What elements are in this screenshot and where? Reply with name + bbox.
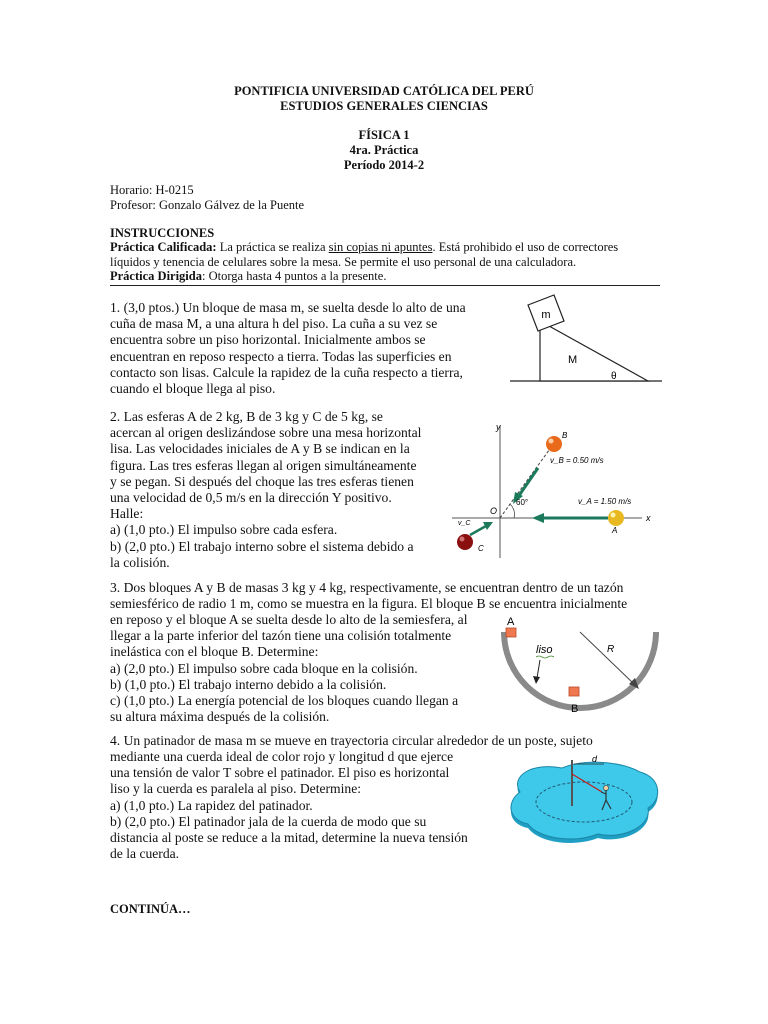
p2-line: 2. Las esferas A de 2 kg, B de 3 kg y C de 5 kg, se bbox=[110, 409, 383, 424]
p1-line: cuña de masa M, a una altura h del piso. La cuña a su vez se bbox=[110, 316, 438, 332]
professor: Profesor: Gonzalo Gálvez de la Puente bbox=[110, 198, 305, 212]
problem-3-text-full bbox=[110, 580, 660, 612]
va-label: v_A = 1.50 m/s bbox=[578, 497, 632, 506]
p3-line: llegar a la parte inferior del tazón tiene una colisión totalmente bbox=[110, 628, 452, 644]
course-title: FÍSICA 1 bbox=[358, 128, 410, 142]
angle-label: θ bbox=[611, 371, 617, 382]
p3-line: inelástica con el bloque B. Determine: bbox=[110, 644, 319, 660]
b-dashed-line bbox=[500, 446, 552, 518]
p3-line: en reposo y el bloque A se suelta desde lo alto de la semiesfera, al bbox=[110, 612, 468, 627]
smooth-underline bbox=[536, 656, 554, 658]
exam-title: 4ra. Práctica bbox=[349, 143, 419, 157]
p2-line: Halle: bbox=[110, 506, 144, 522]
skater-head bbox=[604, 786, 609, 791]
block-a bbox=[506, 628, 516, 637]
graded-line-2: líquidos y tenencia de celulares sobre la mesa. Se permite el uso personal de una calculadora. bbox=[110, 255, 577, 269]
p4-line: una tensión de valor T sobre el patinador. El piso es horizontal bbox=[110, 765, 450, 781]
p4-line: b) (2,0 pto.) El patinador jala de la cuerda de modo que su bbox=[110, 813, 427, 829]
p1-line: encuentra sobre un piso horizontal. Inicialmente ambos se bbox=[110, 332, 426, 348]
smooth-pointer bbox=[537, 660, 540, 678]
problem-4-text bbox=[110, 749, 487, 862]
p2-line: lisa. Las velocidades iniciales de A y B se indican en la bbox=[110, 441, 410, 457]
p4-line: de la cuerda. bbox=[110, 846, 180, 862]
p2-line: la colisión. bbox=[110, 554, 170, 570]
smooth-pointer-head bbox=[533, 676, 540, 684]
vb-arrow bbox=[518, 468, 538, 497]
smooth-label: liso bbox=[536, 644, 553, 656]
bowl bbox=[504, 632, 656, 708]
p1-line: encuentran en reposo respecto a tierra. Todas las superficies en bbox=[110, 348, 452, 364]
block-label: m bbox=[541, 309, 551, 321]
block-b bbox=[569, 687, 579, 696]
problem-3-text bbox=[110, 612, 487, 725]
continue-label: CONTINÚA… bbox=[110, 902, 191, 916]
vc-label: v_C bbox=[458, 520, 471, 527]
vc-arrow bbox=[470, 526, 486, 535]
schedule: Horario: H-0215 bbox=[110, 183, 194, 197]
p3-line: su altura máxima después de la colisión. bbox=[110, 709, 330, 725]
p2-line: b) (2,0 pto.) El trabajo interno sobre el sistema debido a bbox=[110, 538, 414, 554]
problem-2-text bbox=[110, 409, 437, 571]
graded-label: Práctica Calificada: bbox=[110, 240, 217, 254]
instructions-directed bbox=[110, 269, 386, 284]
sphere-a-highlight bbox=[611, 513, 616, 518]
problem-4-text-full: 4. Un patinador de masa m se mueve en trayectoria circular alrededor de un poste, sujeto bbox=[110, 733, 593, 748]
wedge-figure bbox=[506, 293, 666, 388]
collision-figure bbox=[450, 418, 666, 560]
sphere-c-highlight bbox=[460, 537, 465, 542]
va-arrowhead bbox=[532, 513, 544, 523]
p3-line: semiesférico de radio 1 m, como se muestra en la figura. El bloque B se encuentra inicialmente bbox=[110, 596, 628, 612]
sphere-b bbox=[546, 436, 562, 452]
p1-line: 1. (3,0 ptos.) Un bloque de masa m, se suelta desde lo alto de una bbox=[110, 300, 466, 315]
label-a: A bbox=[507, 616, 515, 628]
vb-label: v_B = 0.50 m/s bbox=[550, 456, 604, 465]
faculty-name: ESTUDIOS GENERALES CIENCIAS bbox=[280, 99, 488, 113]
directed-label: Práctica Dirigida bbox=[110, 269, 202, 283]
label-a: A bbox=[612, 526, 618, 535]
university-name: PONTIFICIA UNIVERSIDAD CATÓLICA DEL PERÚ bbox=[234, 84, 534, 98]
angle-arc bbox=[510, 504, 515, 518]
sphere-b-highlight bbox=[549, 439, 554, 444]
skater-figure bbox=[502, 752, 666, 850]
p2-line: figura. Las tres esferas llegan al origen simultáneamente bbox=[110, 457, 417, 473]
instructions-graded bbox=[110, 240, 660, 255]
p2-line: una velocidad de 0,5 m/s en la dirección Y positivo. bbox=[110, 490, 392, 506]
radius-label: R bbox=[607, 644, 615, 655]
wedge-label: M bbox=[568, 354, 578, 366]
p4-line: distancia al poste se reduce a la mitad, determine la nueva tensión bbox=[110, 830, 468, 846]
p1-line: contacto son lisas. Calcule la rapidez de la cuña respecto a tierra, bbox=[110, 364, 463, 380]
d-label: d bbox=[592, 754, 598, 764]
radius-line bbox=[580, 632, 634, 684]
p2-line: a) (1,0 pto.) El impulso sobre cada esfera. bbox=[110, 522, 338, 538]
p2-line: acercan al origen deslizándose sobre una mesa horizontal bbox=[110, 425, 422, 441]
graded-underlined: sin copias ni apuntes bbox=[328, 240, 433, 254]
instructions-title: INSTRUCCIONES bbox=[110, 226, 215, 240]
period-title: Período 2014-2 bbox=[343, 158, 425, 172]
wedge bbox=[540, 321, 648, 381]
p1-line: cuando el bloque llega al piso. bbox=[110, 381, 276, 397]
p4-line: liso y la cuerda es paralela al piso. Determine: bbox=[110, 781, 362, 797]
y-axis-label: y bbox=[496, 422, 501, 432]
graded-text-b: . Está prohibido el uso de correctores bbox=[432, 240, 619, 254]
directed-text: : Otorga hasta 4 puntos a la presente. bbox=[202, 269, 387, 283]
p3-line: a) (2,0 pto.) El impulso sobre cada bloque en la colisión. bbox=[110, 660, 418, 676]
problem-1-text bbox=[110, 300, 497, 397]
ice-rink bbox=[511, 762, 658, 839]
label-b: B bbox=[571, 703, 579, 715]
divider bbox=[110, 285, 660, 286]
sphere-c bbox=[457, 534, 473, 550]
label-c: C bbox=[478, 544, 484, 553]
p4-line: mediante una cuerda ideal de color rojo y longitud d que ejerce bbox=[110, 749, 454, 764]
sphere-a bbox=[608, 510, 624, 526]
angle-label: 60° bbox=[516, 498, 529, 507]
label-b: B bbox=[562, 431, 568, 440]
p3-line: b) (1,0 pto.) El trabajo interno debido a la colisión. bbox=[110, 676, 387, 692]
x-axis-label: x bbox=[646, 513, 651, 523]
graded-text-a: La práctica se realiza bbox=[216, 240, 329, 254]
p2-line: y se pegan. Si después del choque las tres esferas tienen bbox=[110, 473, 414, 489]
p3-line: 3. Dos bloques A y B de masas 3 kg y 4 kg, respectivamente, se encuentran dentro de un tazón bbox=[110, 580, 624, 595]
bowl-figure bbox=[494, 612, 666, 716]
origin-label: O bbox=[490, 506, 498, 516]
p3-line: c) (1,0 pto.) La energía potencial de los bloques cuando llegan a bbox=[110, 693, 459, 709]
p4-line: a) (1,0 pto.) La rapidez del patinador. bbox=[110, 797, 313, 813]
